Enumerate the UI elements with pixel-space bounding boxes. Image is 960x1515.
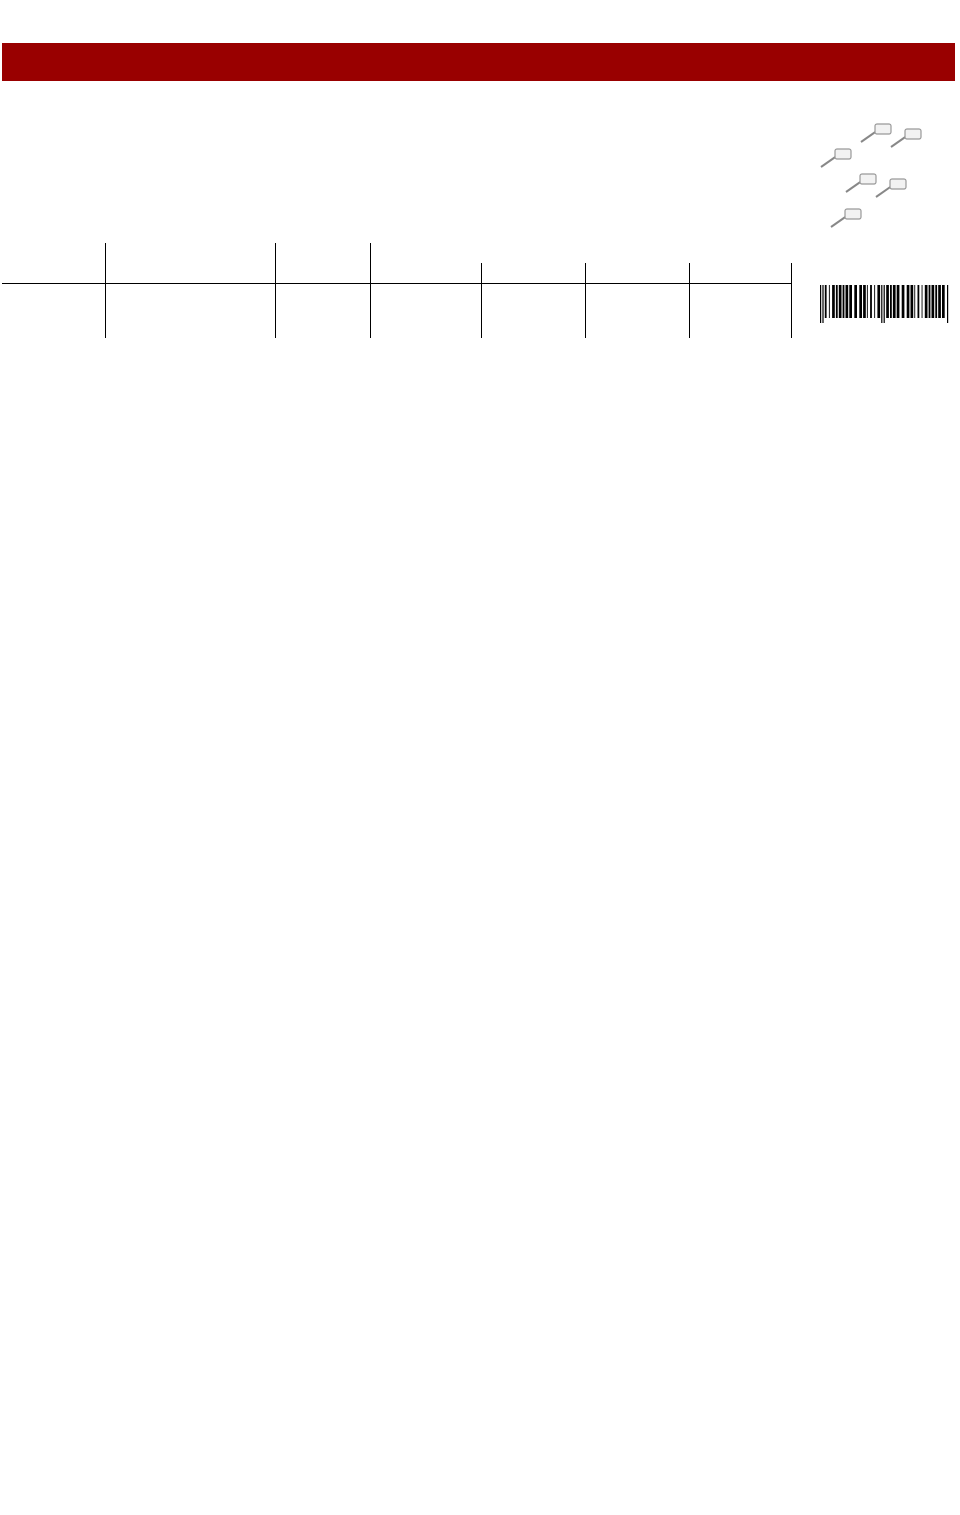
barcode-bar xyxy=(870,285,872,318)
barcode-bar xyxy=(925,285,928,318)
cable-clip-icon xyxy=(821,149,851,167)
section-title-bar xyxy=(2,43,955,81)
barcode-bar xyxy=(839,285,842,318)
column-header-tuotenumero xyxy=(2,263,105,284)
barcode-bar xyxy=(877,285,880,318)
barcode-bar xyxy=(935,285,937,318)
cell-syvyys xyxy=(585,284,689,339)
cell-paino xyxy=(689,284,791,339)
barcode-bar xyxy=(947,285,948,323)
cable-clip-icon xyxy=(861,124,891,142)
barcode-bar xyxy=(890,285,892,318)
column-header-leveys xyxy=(481,263,585,284)
column-group-header xyxy=(370,243,791,263)
spec-table xyxy=(2,243,792,338)
cable-clip-icon xyxy=(846,174,876,192)
product-photo xyxy=(815,105,955,235)
barcode-bar xyxy=(911,285,914,318)
barcode-bar xyxy=(884,285,885,323)
table-row xyxy=(2,284,791,339)
barcode xyxy=(800,285,950,333)
barcode-bar xyxy=(886,285,889,318)
cable-clip-icon xyxy=(891,129,921,147)
barcode-bar xyxy=(843,285,845,318)
barcode-bar xyxy=(822,285,823,323)
barcode-bar xyxy=(922,285,923,318)
column-header-syvyys xyxy=(585,263,689,284)
barcode-bar xyxy=(832,285,835,318)
barcode-bar xyxy=(820,285,821,323)
cable-clip-icon xyxy=(831,209,861,227)
column-header-paino xyxy=(689,263,791,284)
barcode-bar xyxy=(929,285,931,318)
barcode-bar xyxy=(846,285,849,318)
cell-kuvaus xyxy=(105,284,275,339)
barcode-bar xyxy=(854,285,857,318)
barcode-bar xyxy=(881,285,882,323)
barcode-bar xyxy=(907,285,910,318)
barcode-bar xyxy=(825,285,827,318)
barcode-bar xyxy=(836,285,838,318)
cell-leveys xyxy=(481,284,585,339)
barcode-bar xyxy=(893,285,896,318)
column-header-korkeus xyxy=(370,263,481,284)
barcode-bar xyxy=(859,285,862,318)
column-header-myyntiera xyxy=(275,263,370,284)
barcode-bar xyxy=(897,285,900,318)
cell-tuotenumero xyxy=(2,284,105,339)
barcode-bar xyxy=(938,285,941,318)
barcode-bar xyxy=(867,285,868,318)
cable-clip-icon xyxy=(876,179,906,197)
barcode-bar xyxy=(914,285,915,318)
barcode-bar xyxy=(863,285,866,318)
barcode-bar xyxy=(932,285,935,318)
barcode-bar xyxy=(849,285,852,318)
barcode-bar xyxy=(902,285,905,318)
barcode-bar xyxy=(829,285,830,318)
barcode-bar xyxy=(918,285,920,318)
cell-myyntiera xyxy=(275,284,370,339)
barcode-bar xyxy=(942,285,945,318)
barcode-bar xyxy=(874,285,875,318)
column-header-kuvaus xyxy=(105,263,275,284)
cell-korkeus xyxy=(370,284,481,339)
